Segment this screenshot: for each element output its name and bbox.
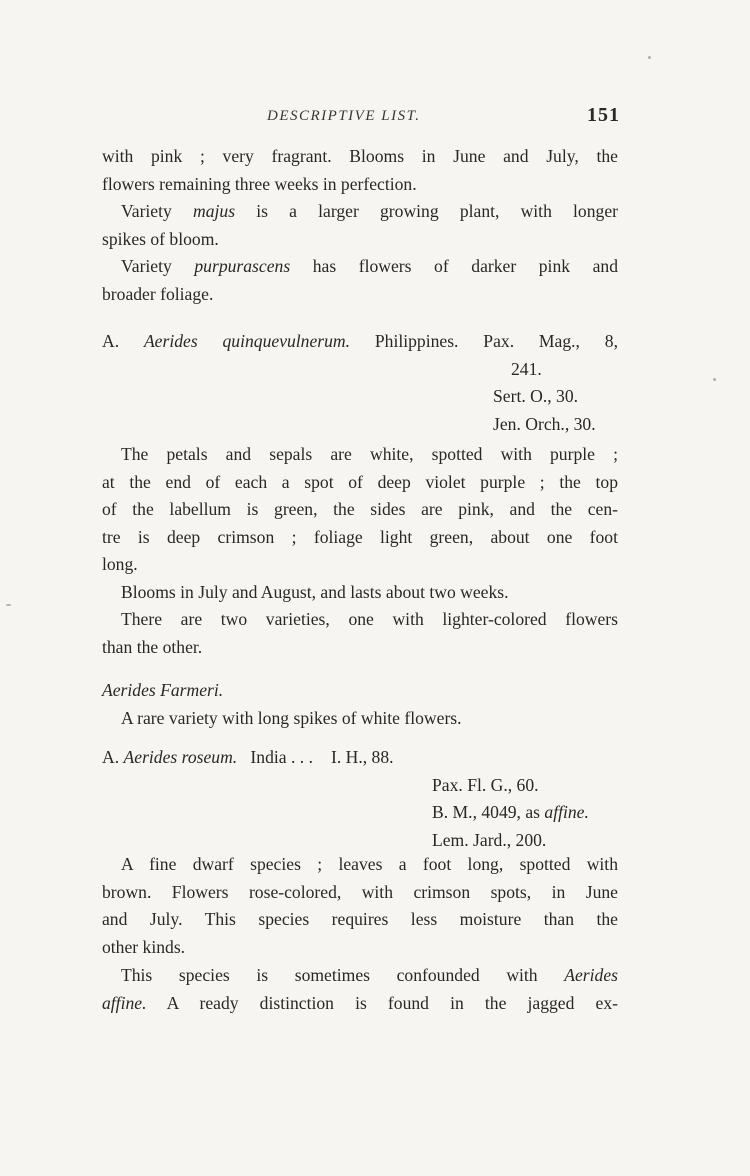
- entry-mark: A.: [102, 331, 120, 351]
- reference: Lem. Jard., 200.: [432, 829, 547, 850]
- text-line: than the other.: [102, 636, 203, 657]
- text-line: tre is deep crimson ; foliage light green, about one foot: [102, 526, 618, 547]
- paragraph-varieties: [102, 606, 618, 661]
- entry-heading: [102, 328, 618, 356]
- text-line: This species is sometimes confounded with Aerides: [121, 965, 618, 985]
- paragraph-description: [102, 441, 618, 579]
- variety-name: purpurascens: [194, 256, 291, 276]
- species-entry-quinquevulnerum: [102, 328, 618, 438]
- reference: I. H., 88.: [330, 747, 394, 767]
- text-line: broader foliage.: [102, 283, 214, 304]
- text-line: spikes of bloom.: [102, 228, 219, 249]
- text-line: A fine dwarf species ; leaves a foot long, spotted with: [121, 854, 618, 874]
- paper-speck: [713, 378, 716, 381]
- reference: Pax. Mag., 8,: [483, 331, 618, 351]
- text-line: at the end of each a spot of deep violet purple ; the top: [102, 471, 618, 492]
- text-line: Blooms in July and August, and lasts about two weeks.: [121, 582, 509, 602]
- variety-name: majus: [193, 201, 236, 221]
- text-line: brown. Flowers rose-colored, with crimson spots, in June: [102, 881, 618, 902]
- reference: Jen. Orch., 30.: [493, 413, 596, 434]
- species-name: Aerides Farmeri.: [102, 680, 224, 700]
- text-line: Variety majus is a larger growing plant, with longer: [121, 201, 618, 221]
- reference-continued: 241.: [511, 358, 542, 379]
- species-entry-roseum: [102, 744, 618, 854]
- reference: B. M., 4049, as affine.: [432, 802, 589, 822]
- text-line: long.: [102, 554, 138, 574]
- running-title: DESCRIPTIVE LIST.: [267, 108, 421, 124]
- reference: Pax. Fl. G., 60.: [432, 774, 539, 795]
- text-line: and July. This species requires less moisture than the: [102, 909, 618, 929]
- paragraph-fragrance: [102, 143, 618, 198]
- text-line: flowers remaining three weeks in perfection.: [102, 173, 417, 194]
- text-line: affine. A ready distinction is found in the jagged ex-: [102, 992, 618, 1013]
- locality: Philippines.: [374, 331, 459, 351]
- paragraph-confounded: [102, 962, 618, 1017]
- paper-speck: [648, 56, 651, 59]
- text-line: with pink ; very fragrant. Blooms in June and July, the: [102, 146, 618, 166]
- paragraph-blooms: [102, 579, 618, 607]
- entry-heading: [102, 744, 618, 772]
- page-header: [102, 104, 620, 134]
- paper-speck: [6, 604, 11, 606]
- entry-mark: A.: [102, 747, 120, 767]
- paragraph-dwarf-species: [102, 851, 618, 961]
- text-line: There are two varieties, one with lighter-colored flowers: [121, 609, 618, 629]
- species-entry-farmeri: [102, 677, 618, 732]
- text-line: other kinds.: [102, 936, 186, 957]
- text-line: Variety purpurascens has flowers of darker pink and: [121, 256, 618, 276]
- species-name: Aerides quinquevulnerum.: [143, 331, 351, 351]
- text-line: of the labellum is green, the sides are pink, and the cen-: [102, 499, 618, 519]
- reference: Sert. O., 30.: [493, 386, 579, 406]
- species-name: Aerides roseum.: [123, 747, 238, 767]
- paragraph-variety-purpurascens: [102, 253, 618, 308]
- locality: India . . .: [250, 747, 313, 767]
- page-number: 151: [587, 104, 620, 126]
- text-line: The petals and sepals are white, spotted with purple ;: [121, 444, 618, 464]
- text-line: A rare variety with long spikes of white flowers.: [121, 707, 462, 728]
- paragraph-variety-majus: [102, 198, 618, 253]
